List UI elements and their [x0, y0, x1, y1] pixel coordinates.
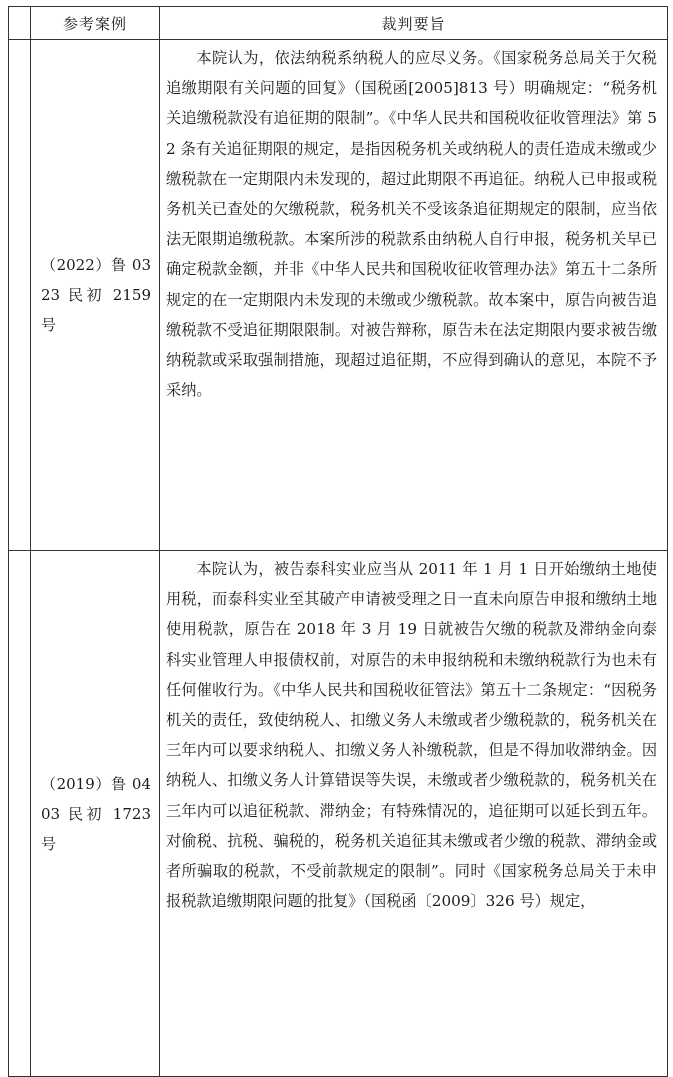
- gist-text: 本院认为，被告泰科实业应当从 2011 年 1 月 1 日开始缴纳土地使用税，而泰科实业至其破产申请被受理之日一直未向原告申报和缴纳土地使用税款，原告在 2018 年 3 月 19 日就被告欠缴的税款及滞纳金向泰科实业管理人申报债权前，对原告的未申报纳税和未缴纳税款行为也未有任何催收行为。《中华人民共和国税收征管法》第五十二条规定：“因税务机关的责任，致使纳税人、扣缴义务人未缴或者少缴税款的，税务机关在三年内可以要求纳税人、扣缴义务人补缴税款，但是不得加收滞纳金。因纳税人、扣缴义务人计算错误等失误，未缴或者少缴税款的，税务机关在三年内可以追征税款、滞纳金；有特殊情况的，追征期可以延长到五年。对偷税、抗税、骗税的，税务机关追征其未缴或者少缴的税款、滞纳金或者所骗取的税款，不受前款规定的限制”。同时《国家税务总局关于未申报税款追缴期限问题的批复》（国税函〔2009〕326 号）规定，: [166, 560, 657, 911]
- header-index-cell: [9, 7, 31, 40]
- case-number: （2019）鲁 0403 民初 1723 号: [41, 774, 151, 853]
- case-cell: [31, 40, 160, 551]
- case-number: （2022）鲁 0323 民初 2159 号: [41, 256, 151, 334]
- table-row: [9, 40, 668, 551]
- gist-cell: [160, 40, 668, 551]
- case-table: [8, 6, 668, 1077]
- header-case: 参考案例: [31, 7, 160, 40]
- table-row: [9, 551, 668, 1077]
- case-cell: [31, 551, 160, 1077]
- header-gist: 裁判要旨: [160, 7, 668, 40]
- row-index-cell: [9, 551, 31, 1077]
- gist-cell: [160, 551, 668, 1077]
- row-index-cell: [9, 40, 31, 551]
- gist-text: 本院认为，依法纳税系纳税人的应尽义务。《国家税务总局关于欠税追缴期限有关问题的回复》（国税函[2005]813 号）明确规定：“税务机关追缴税款没有追征期的限制”。《中华人民共和国税收征收管理法》第 52 条有关追征期限的规定，是指因税务机关或纳税人的责任造成未缴或少缴税款在一定期限内未发现的，超过此期限不再追征。纳税人已申报或税务机关已查处的欠缴税款，税务机关不受该条追征期规定的限制，应当依法无限期追缴税款。本案所涉的税款系由纳税人自行申报，税务机关早已确定税款金额，并非《中华人民共和国税收征收管理办法》第五十二条所规定的在一定期限内未发现的未缴或少缴税款。故本案中，原告向被告追缴税款不受追征期限限制。对被告辩称，原告未在法定期限内要求被告缴纳税款或采取强制措施，现超过追征期，不应得到确认的意见，本院不予采纳。: [166, 49, 657, 400]
- table-header-row: [9, 7, 668, 40]
